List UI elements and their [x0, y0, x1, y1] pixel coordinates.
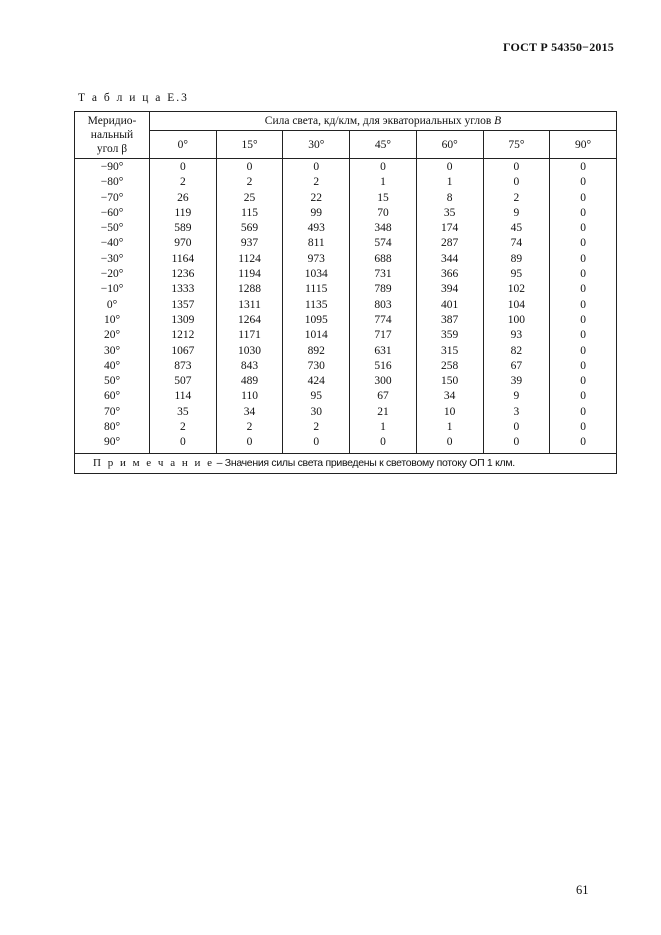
intensity-cell: 2 — [216, 175, 283, 190]
table-row — [75, 236, 617, 251]
intensity-cell: 2 — [283, 175, 350, 190]
intensity-cell: 366 — [416, 267, 483, 282]
intensity-cell: 970 — [150, 236, 217, 251]
intensity-cell: 1115 — [283, 282, 350, 297]
intensity-cell: 0 — [416, 159, 483, 176]
table-row — [75, 298, 617, 313]
intensity-cell: 0 — [550, 175, 617, 190]
intensity-cell: 0 — [550, 389, 617, 404]
intensity-cell: 731 — [350, 267, 417, 282]
intensity-cell: 45 — [483, 221, 550, 236]
meridian-angle-cell: 30° — [75, 344, 150, 359]
intensity-cell: 0 — [550, 405, 617, 420]
meridian-header-line-3: угол β — [96, 143, 128, 155]
meridian-angle-cell: 10° — [75, 313, 150, 328]
meridian-angle-cell: −40° — [75, 236, 150, 251]
table-row — [75, 359, 617, 374]
intensity-cell: 424 — [283, 374, 350, 389]
intensity-cell: 67 — [350, 389, 417, 404]
intensity-cell: 2 — [283, 420, 350, 435]
intensity-cell: 1311 — [216, 298, 283, 313]
intensity-cell: 1135 — [283, 298, 350, 313]
intensity-cell: 359 — [416, 328, 483, 343]
intensity-cell: 70 — [350, 206, 417, 221]
table-caption: Т а б л и ц а Е.3 — [78, 92, 189, 104]
table-body — [75, 159, 617, 454]
intensity-cell: 803 — [350, 298, 417, 313]
intensity-cell: 730 — [283, 359, 350, 374]
intensity-cell: 0 — [483, 159, 550, 176]
intensity-cell: 74 — [483, 236, 550, 251]
table-row — [75, 328, 617, 343]
meridian-angle-cell: −30° — [75, 252, 150, 267]
intensity-cell: 110 — [216, 389, 283, 404]
intensity-cell: 30 — [283, 405, 350, 420]
standard-number: ГОСТ Р 54350−2015 — [502, 40, 614, 54]
meridian-angle-cell: −50° — [75, 221, 150, 236]
column-header: 15° — [216, 131, 283, 159]
intensity-cell: 100 — [483, 313, 550, 328]
table-row — [75, 313, 617, 328]
intensity-cell: 1357 — [150, 298, 217, 313]
equatorial-angles-header — [150, 112, 617, 131]
column-header: 60° — [416, 131, 483, 159]
intensity-cell: 0 — [550, 159, 617, 176]
intensity-cell: 1288 — [216, 282, 283, 297]
intensity-cell: 688 — [350, 252, 417, 267]
intensity-cell: 300 — [350, 374, 417, 389]
table-row — [75, 405, 617, 420]
luminous-intensity-table-container — [74, 111, 617, 474]
intensity-cell: 631 — [350, 344, 417, 359]
intensity-cell: 1 — [350, 175, 417, 190]
intensity-cell: 1 — [416, 175, 483, 190]
intensity-cell: 95 — [483, 267, 550, 282]
intensity-cell: 35 — [416, 206, 483, 221]
intensity-cell: 258 — [416, 359, 483, 374]
intensity-cell: 973 — [283, 252, 350, 267]
intensity-cell: 95 — [283, 389, 350, 404]
intensity-cell: 1034 — [283, 267, 350, 282]
intensity-cell: 0 — [550, 267, 617, 282]
intensity-cell: 119 — [150, 206, 217, 221]
intensity-cell: 0 — [550, 298, 617, 313]
intensity-cell: 0 — [416, 435, 483, 453]
meridian-angle-cell: −70° — [75, 191, 150, 206]
intensity-cell: 39 — [483, 374, 550, 389]
intensity-cell: 387 — [416, 313, 483, 328]
intensity-cell: 22 — [283, 191, 350, 206]
intensity-cell: 0 — [283, 435, 350, 453]
meridian-angle-header — [75, 112, 150, 159]
table-row — [75, 374, 617, 389]
intensity-cell: 569 — [216, 221, 283, 236]
intensity-cell: 0 — [216, 435, 283, 453]
intensity-cell: 150 — [416, 374, 483, 389]
meridian-angle-cell: 80° — [75, 420, 150, 435]
intensity-cell: 35 — [150, 405, 217, 420]
table-row — [75, 191, 617, 206]
meridian-angle-cell: −90° — [75, 159, 150, 176]
column-header: 75° — [483, 131, 550, 159]
column-header: 45° — [350, 131, 417, 159]
intensity-cell: 1067 — [150, 344, 217, 359]
table-row — [75, 420, 617, 435]
intensity-cell: 0 — [350, 159, 417, 176]
table-row — [75, 389, 617, 404]
intensity-cell: 1236 — [150, 267, 217, 282]
intensity-cell: 507 — [150, 374, 217, 389]
intensity-cell: 589 — [150, 221, 217, 236]
intensity-cell: 717 — [350, 328, 417, 343]
intensity-cell: 8 — [416, 191, 483, 206]
table-row — [75, 344, 617, 359]
intensity-cell: 0 — [150, 435, 217, 453]
table-note — [75, 453, 617, 473]
intensity-cell: 0 — [150, 159, 217, 176]
intensity-cell: 67 — [483, 359, 550, 374]
intensity-cell: 2 — [150, 175, 217, 190]
intensity-cell: 0 — [216, 159, 283, 176]
intensity-cell: 287 — [416, 236, 483, 251]
intensity-cell: 15 — [350, 191, 417, 206]
intensity-cell: 0 — [550, 420, 617, 435]
intensity-cell: 0 — [550, 282, 617, 297]
intensity-cell: 315 — [416, 344, 483, 359]
intensity-cell: 21 — [350, 405, 417, 420]
intensity-cell: 1264 — [216, 313, 283, 328]
intensity-cell: 9 — [483, 389, 550, 404]
intensity-cell: 1164 — [150, 252, 217, 267]
intensity-cell: 114 — [150, 389, 217, 404]
meridian-angle-cell: 70° — [75, 405, 150, 420]
intensity-cell: 516 — [350, 359, 417, 374]
intensity-cell: 811 — [283, 236, 350, 251]
intensity-cell: 1 — [350, 420, 417, 435]
intensity-cell: 0 — [550, 328, 617, 343]
intensity-cell: 115 — [216, 206, 283, 221]
table-row — [75, 206, 617, 221]
intensity-cell: 0 — [550, 191, 617, 206]
equatorial-header-text: Сила света, кд/клм, для экваториальных углов — [264, 115, 492, 127]
column-header: 90° — [550, 131, 617, 159]
intensity-cell: 0 — [350, 435, 417, 453]
column-header-row — [75, 131, 617, 159]
intensity-cell: 10 — [416, 405, 483, 420]
intensity-cell: 0 — [550, 252, 617, 267]
intensity-cell: 93 — [483, 328, 550, 343]
meridian-angle-cell: 50° — [75, 374, 150, 389]
intensity-cell: 25 — [216, 191, 283, 206]
intensity-cell: 3 — [483, 405, 550, 420]
intensity-cell: 789 — [350, 282, 417, 297]
intensity-cell: 1171 — [216, 328, 283, 343]
intensity-cell: 9 — [483, 206, 550, 221]
meridian-angle-cell: −10° — [75, 282, 150, 297]
intensity-cell: 102 — [483, 282, 550, 297]
intensity-cell: 34 — [216, 405, 283, 420]
intensity-cell: 843 — [216, 359, 283, 374]
meridian-angle-cell: −80° — [75, 175, 150, 190]
intensity-cell: 1124 — [216, 252, 283, 267]
intensity-cell: 104 — [483, 298, 550, 313]
meridian-angle-cell: 40° — [75, 359, 150, 374]
intensity-cell: 0 — [483, 175, 550, 190]
intensity-cell: 1212 — [150, 328, 217, 343]
table-row — [75, 221, 617, 236]
intensity-cell: 489 — [216, 374, 283, 389]
intensity-cell: 0 — [283, 159, 350, 176]
intensity-cell: 348 — [350, 221, 417, 236]
intensity-cell: 401 — [416, 298, 483, 313]
table-row — [75, 159, 617, 176]
meridian-header-line-1: Меридио- — [87, 115, 137, 127]
intensity-cell: 0 — [550, 374, 617, 389]
intensity-cell: 1 — [416, 420, 483, 435]
intensity-cell: 1095 — [283, 313, 350, 328]
meridian-angle-cell: 90° — [75, 435, 150, 453]
column-header: 30° — [283, 131, 350, 159]
intensity-cell: 937 — [216, 236, 283, 251]
intensity-cell: 2 — [150, 420, 217, 435]
intensity-cell: 1014 — [283, 328, 350, 343]
intensity-cell: 0 — [550, 435, 617, 453]
table-row — [75, 267, 617, 282]
meridian-angle-cell: −20° — [75, 267, 150, 282]
intensity-cell: 0 — [550, 206, 617, 221]
intensity-cell: 82 — [483, 344, 550, 359]
meridian-angle-cell: −60° — [75, 206, 150, 221]
intensity-cell: 1194 — [216, 267, 283, 282]
intensity-cell: 0 — [550, 313, 617, 328]
intensity-cell: 0 — [550, 236, 617, 251]
meridian-angle-cell: 0° — [75, 298, 150, 313]
equatorial-header-variable: B — [494, 115, 502, 127]
intensity-cell: 892 — [283, 344, 350, 359]
intensity-cell: 2 — [483, 191, 550, 206]
intensity-cell: 873 — [150, 359, 217, 374]
column-header: 0° — [150, 131, 217, 159]
intensity-cell: 2 — [216, 420, 283, 435]
intensity-cell: 394 — [416, 282, 483, 297]
page-number: 61 — [576, 883, 589, 897]
note-label: П р и м е ч а н и е — [93, 456, 214, 469]
intensity-cell: 0 — [483, 420, 550, 435]
intensity-cell: 26 — [150, 191, 217, 206]
table-row — [75, 282, 617, 297]
intensity-cell: 493 — [283, 221, 350, 236]
intensity-cell: 774 — [350, 313, 417, 328]
note-text: – Значения силы света приведены к световому потоку ОП 1 клм. — [214, 456, 515, 469]
intensity-cell: 0 — [550, 221, 617, 236]
intensity-cell: 89 — [483, 252, 550, 267]
luminous-intensity-table — [74, 111, 617, 474]
intensity-cell: 344 — [416, 252, 483, 267]
intensity-cell: 1030 — [216, 344, 283, 359]
intensity-cell: 0 — [550, 344, 617, 359]
table-row — [75, 252, 617, 267]
meridian-angle-cell: 60° — [75, 389, 150, 404]
intensity-cell: 1333 — [150, 282, 217, 297]
intensity-cell: 574 — [350, 236, 417, 251]
table-row — [75, 175, 617, 190]
intensity-cell: 174 — [416, 221, 483, 236]
intensity-cell: 34 — [416, 389, 483, 404]
intensity-cell: 99 — [283, 206, 350, 221]
meridian-angle-cell: 20° — [75, 328, 150, 343]
intensity-cell: 0 — [483, 435, 550, 453]
table-row — [75, 435, 617, 453]
intensity-cell: 0 — [550, 359, 617, 374]
intensity-cell: 1309 — [150, 313, 217, 328]
meridian-header-line-2: нальный — [90, 129, 134, 141]
